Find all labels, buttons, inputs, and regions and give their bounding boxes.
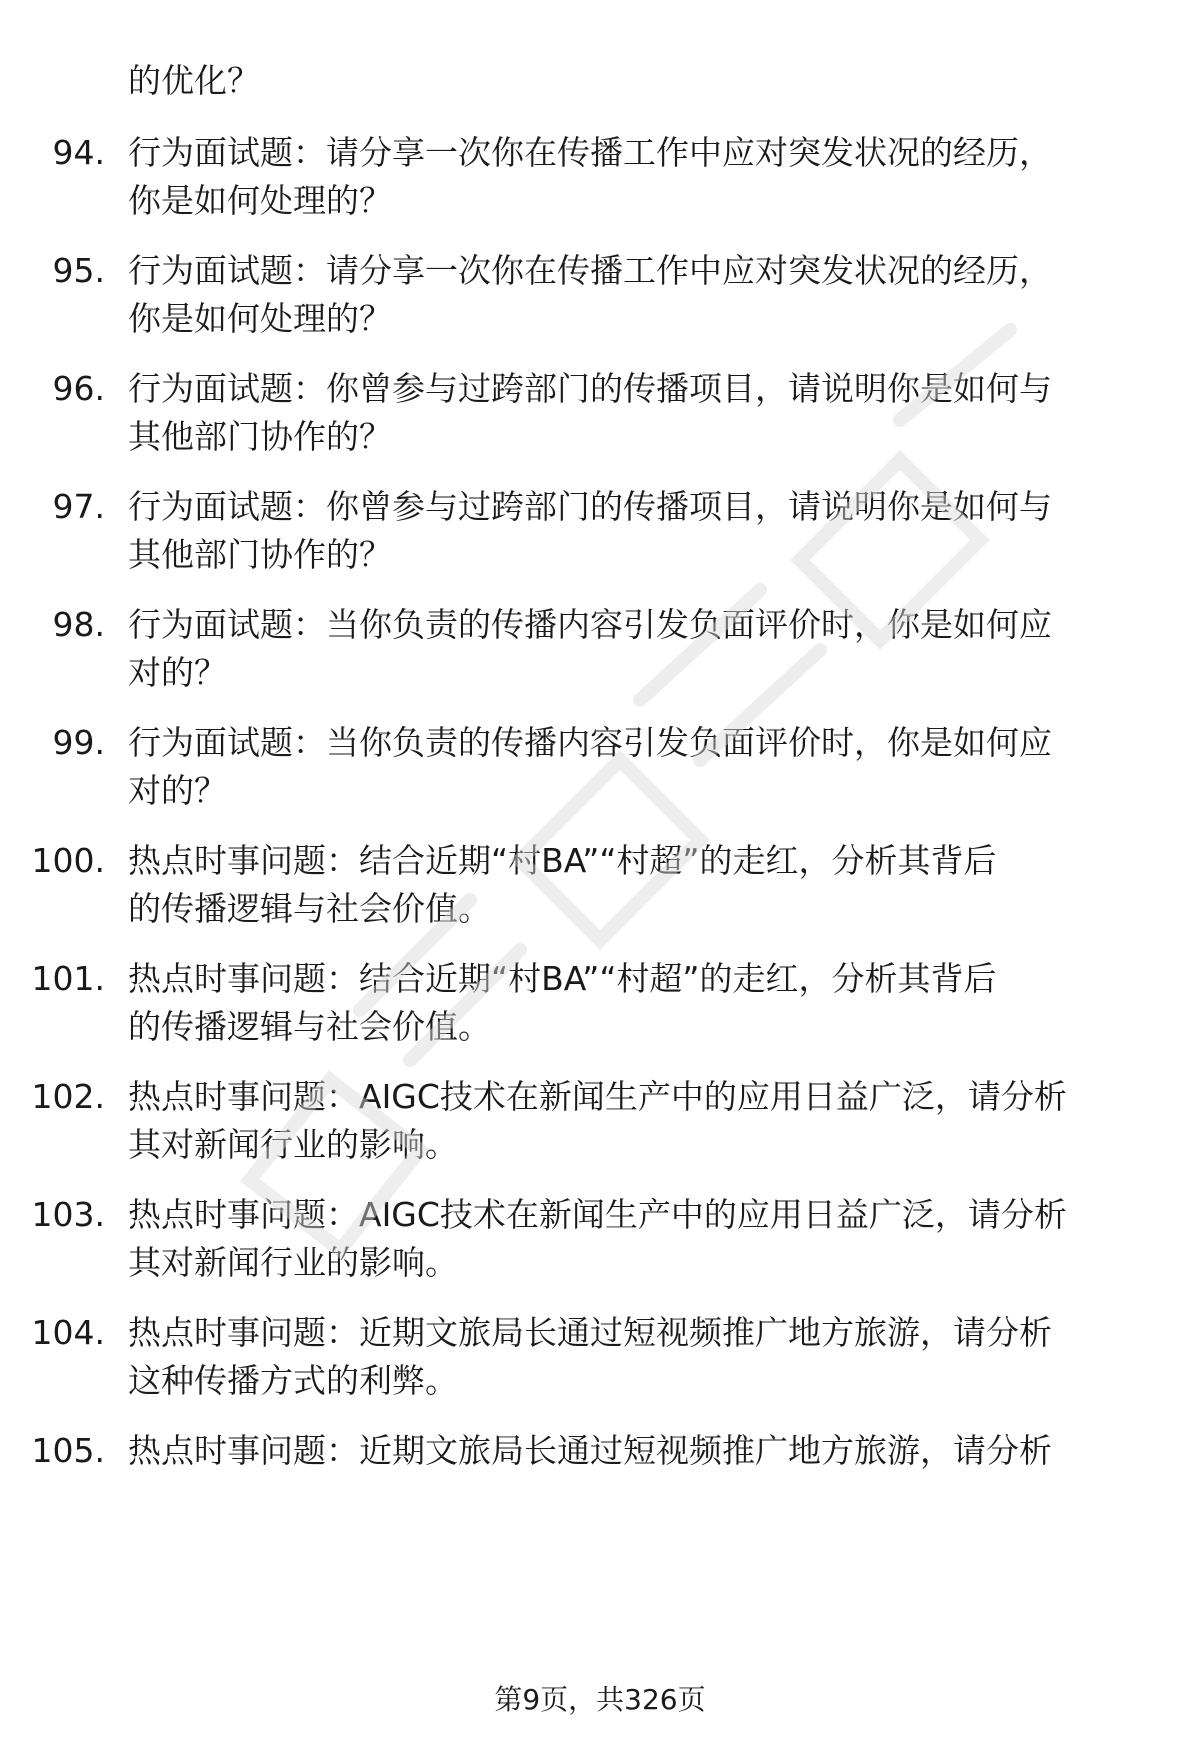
question-number: 105. [31,1431,105,1470]
question-text-line-1: 行为面试题：你曾参与过跨部门的传播项目，请说明你是如何与 [128,369,1052,408]
question-number: 100. [31,841,105,880]
question-text-line-1: 行为面试题：你曾参与过跨部门的传播项目，请说明你是如何与 [128,487,1052,526]
question-text-line-1: 热点时事问题：近期文旅局长通过短视频推广地方旅游，请分析 [128,1313,1052,1352]
question-item-102 [0,1074,1200,1174]
question-text-line-2: 对的？ [128,771,227,810]
question-text-line-1: 行为面试题：当你负责的传播内容引发负面评价时，你是如何应 [128,723,1052,762]
question-text-line-2: 其对新闻行业的影响。 [128,1125,458,1164]
question-number: 97. [52,487,105,526]
question-text-line-1: 热点时事问题：结合近期“村BA”“村超”的走红，分析其背后 [128,959,997,998]
question-item-94 [0,130,1200,230]
question-number: 94. [52,133,105,172]
question-item-103 [0,1192,1200,1292]
question-text-line-1: 行为面试题：请分享一次你在传播工作中应对突发状况的经历， [128,251,1052,290]
question-text-line-2: 这种传播方式的利弊。 [128,1361,458,1400]
continuation-text: 的优化？ [128,61,260,100]
question-number: 103. [31,1195,105,1234]
question-text-line-2: 你是如何处理的？ [128,181,392,220]
question-text-line-2: 其对新闻行业的影响。 [128,1243,458,1282]
question-text-line-2: 其他部门协作的？ [128,535,392,574]
question-text-line-1: 热点时事问题：近期文旅局长通过短视频推广地方旅游，请分析 [128,1431,1052,1470]
question-item-95 [0,248,1200,348]
question-number: 102. [31,1077,105,1116]
question-text-line-1: 热点时事问题：结合近期“村BA”“村超”的走红，分析其背后 [128,841,997,880]
question-number: 101. [31,959,105,998]
question-item-96 [0,366,1200,466]
question-text-line-2: 其他部门协作的？ [128,417,392,456]
question-item-98 [0,602,1200,702]
question-number: 104. [31,1313,105,1352]
question-text-line-1: 热点时事问题：AIGC技术在新闻生产中的应用日益广泛，请分析 [128,1195,1067,1234]
question-text-line-2: 你是如何处理的？ [128,299,392,338]
question-text-line-2: 的传播逻辑与社会价值。 [128,1007,491,1046]
question-number: 95. [52,251,105,290]
question-item-100 [0,838,1200,938]
question-text-line-1: 热点时事问题：AIGC技术在新闻生产中的应用日益广泛，请分析 [128,1077,1067,1116]
page-footer: 第9页，共326页 [494,1683,706,1716]
question-text-line-1: 行为面试题：请分享一次你在传播工作中应对突发状况的经历， [128,133,1052,172]
question-text-line-1: 行为面试题：当你负责的传播内容引发负面评价时，你是如何应 [128,605,1052,644]
question-number: 96. [52,369,105,408]
question-text-line-2: 对的？ [128,653,227,692]
question-number: 98. [52,605,105,644]
question-text-line-2: 的传播逻辑与社会价值。 [128,889,491,928]
question-item-105 [0,1428,1200,1528]
question-item-104 [0,1310,1200,1410]
question-item-101 [0,956,1200,1056]
question-number: 99. [52,723,105,762]
question-item-97 [0,484,1200,584]
question-item-99 [0,720,1200,820]
